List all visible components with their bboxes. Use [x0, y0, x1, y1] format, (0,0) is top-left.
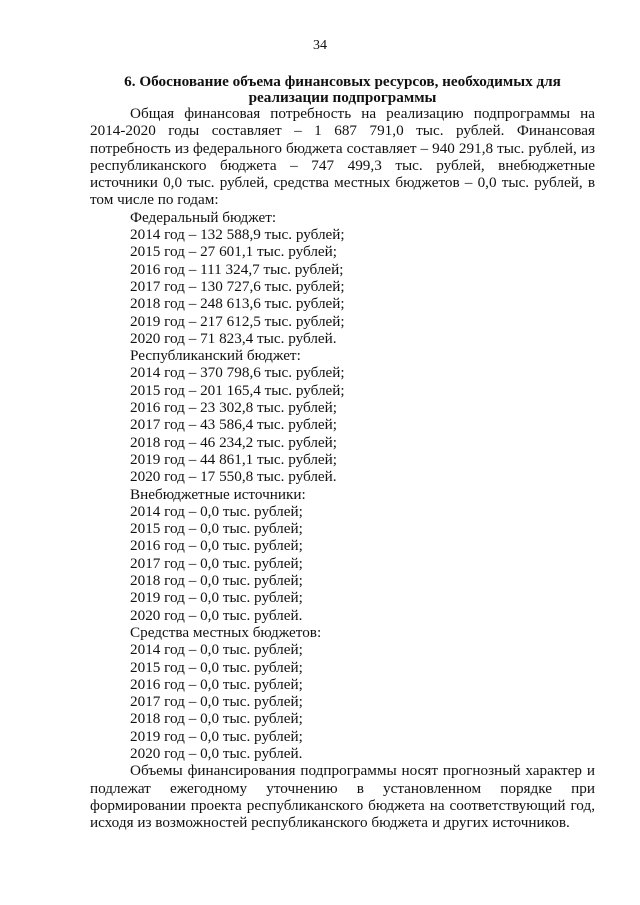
budget-section-federal	[90, 209, 595, 347]
budget-year-item: 2019 год – 44 861,1 тыс. рублей;	[130, 450, 338, 468]
page-number: 34	[313, 38, 327, 53]
budget-section-title: Федеральный бюджет:	[130, 208, 277, 226]
budget-year-item: 2019 год – 217 612,5 тыс. рублей;	[130, 312, 345, 330]
section-heading	[90, 74, 595, 105]
budget-year-item: 2016 год – 111 324,7 тыс. рублей;	[130, 260, 344, 278]
budget-section-title: Средства местных бюджетов:	[130, 623, 322, 641]
budget-year-item: 2019 год – 0,0 тыс. рублей;	[130, 727, 303, 745]
budget-year-item: 2015 год – 201 165,4 тыс. рублей;	[130, 381, 345, 399]
budget-year-item: 2016 год – 0,0 тыс. рублей;	[130, 537, 303, 555]
intro-paragraph: Общая финансовая потребность на реализацию подпрограммы на 2014-2020 годы составляет – 1 687 791,0 тыс. рублей. Финансовая потребность из федерального бюджета составляет – 940 291,8 тыс. рублей, из республиканского бюджета – 747 499,3 тыс. рублей, внебюджетные источники 0,0 тыс. рублей, средства местных бюджетов – 0,0 тыс. рублей, в том числе по годам:	[90, 105, 595, 209]
budget-year-item: 2015 год – 27 601,1 тыс. рублей;	[130, 243, 338, 261]
budget-year-item: 2018 год – 0,0 тыс. рублей;	[130, 710, 303, 728]
budget-year-item: 2018 год – 248 613,6 тыс. рублей;	[130, 295, 345, 313]
budget-year-item: 2015 год – 0,0 тыс. рублей;	[130, 658, 303, 676]
closing-paragraph: Объемы финансирования подпрограммы носят прогнозный характер и подлежат ежегодному уточнению в установленном порядке при формировании проекта республиканского бюджета на соответствующий год, исходя из возможностей республиканского бюджета и других источников.	[90, 762, 595, 832]
budget-section-local	[90, 624, 595, 762]
budget-year-item: 2017 год – 0,0 тыс. рублей;	[130, 693, 303, 711]
budget-year-item: 2016 год – 0,0 тыс. рублей;	[130, 675, 303, 693]
budget-section-title: Республиканский бюджет:	[130, 347, 301, 365]
budget-year-item: 2020 год – 0,0 тыс. рублей.	[130, 606, 303, 624]
budget-year-item: 2014 год – 0,0 тыс. рублей;	[130, 641, 303, 659]
budget-year-item: 2014 год – 0,0 тыс. рублей;	[130, 502, 303, 520]
budget-year-item: 2018 год – 46 234,2 тыс. рублей;	[130, 433, 338, 451]
budget-year-item: 2014 год – 132 588,9 тыс. рублей;	[130, 226, 345, 244]
section-heading-line-2: реализации подпрограммы	[248, 88, 437, 106]
budget-year-item: 2017 год – 43 586,4 тыс. рублей;	[130, 416, 338, 434]
budget-year-item: 2016 год – 23 302,8 тыс. рублей;	[130, 399, 338, 417]
budget-year-item: 2020 год – 0,0 тыс. рублей.	[130, 744, 303, 762]
budget-year-item: 2019 год – 0,0 тыс. рублей;	[130, 589, 303, 607]
budget-year-item: 2018 год – 0,0 тыс. рублей;	[130, 572, 303, 590]
budget-year-item: 2020 год – 71 823,4 тыс. рублей.	[130, 329, 337, 347]
budget-year-item: 2017 год – 130 727,6 тыс. рублей;	[130, 277, 345, 295]
section-heading-line-1: 6. Обоснование объема финансовых ресурсов, необходимых для	[124, 73, 561, 90]
budget-year-item: 2015 год – 0,0 тыс. рублей;	[130, 520, 303, 538]
budget-section-title: Внебюджетные источники:	[130, 485, 306, 503]
document-body	[90, 74, 595, 831]
budget-section-republican	[90, 347, 595, 485]
budget-section-extrabudgetary	[90, 486, 595, 624]
budget-year-item: 2017 год – 0,0 тыс. рублей;	[130, 554, 303, 572]
budget-year-item: 2014 год – 370 798,6 тыс. рублей;	[130, 364, 345, 382]
budget-year-item: 2020 год – 17 550,8 тыс. рублей.	[130, 468, 337, 486]
